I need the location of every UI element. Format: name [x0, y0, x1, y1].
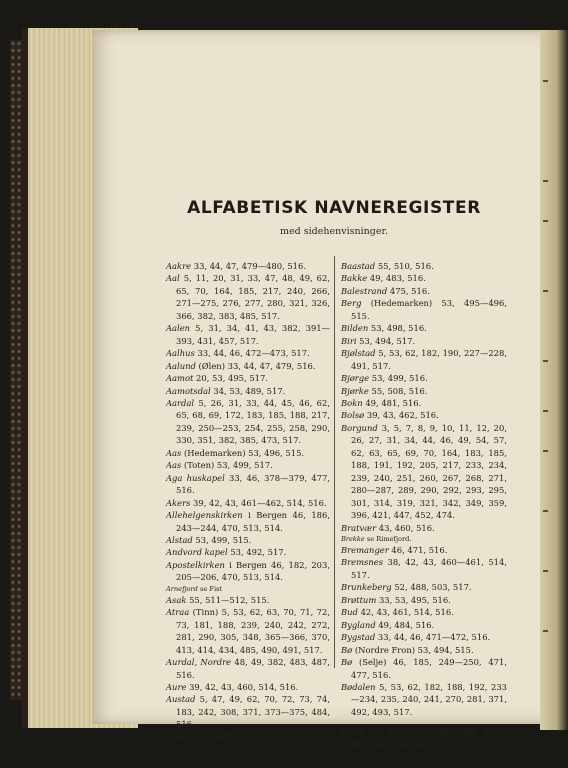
entry-page-refs: 33, 46, 378—379, 477, 516.: [176, 472, 330, 496]
entry-page-refs: se Rimefjord.: [364, 534, 412, 543]
index-entry: [166, 472, 330, 497]
entry-page-refs: 53, 494, 517.: [356, 335, 416, 346]
entry-name: Bygland: [341, 619, 376, 630]
entry-page-refs: 5, 47, 49, 62, 70, 72, 73, 74, 183, 242, 308, 371, 373—375, 484, 516.: [176, 694, 330, 730]
index-entry: [341, 644, 507, 656]
edge-mark: [543, 180, 548, 182]
entry-name: Bolsø: [341, 410, 365, 421]
entry-name: Bjølstad: [341, 348, 376, 359]
entry-page-refs: 39, 42, 43, 461—462, 514, 516.: [190, 497, 327, 508]
page-title: ALFABETISK NAVNEREGISTER: [187, 198, 481, 218]
entry-page-refs: 53, 492, 517.: [227, 547, 287, 558]
index-entry: [166, 546, 330, 558]
index-entry: [341, 397, 507, 409]
entry-page-refs: 48, 49, 382, 483, 487, 516.: [176, 657, 330, 680]
entry-name: Aalund: [166, 360, 196, 371]
index-entry: [166, 347, 330, 359]
entry-name: Bakke: [341, 273, 368, 284]
edge-mark: [543, 360, 548, 362]
index-entry: [341, 372, 507, 384]
index-entry: [341, 631, 507, 643]
entry-name: Bø: [341, 644, 353, 655]
entry-page-refs: 33, 44, 46, 472—473, 517.: [194, 348, 310, 359]
entry-page-refs: 43, 460, 516.: [376, 522, 435, 533]
index-entry: [166, 447, 330, 459]
index-entry: [341, 656, 507, 681]
entry-name: Allehelgenskirken: [166, 510, 243, 521]
entry-name: Bjørge: [341, 373, 370, 384]
entry-name: Aas: [166, 447, 182, 458]
entry-page-refs: 46, 471, 516.: [388, 544, 448, 555]
entry-page-refs: (Hedemarken) 53, 496, 515.: [181, 447, 305, 458]
entry-page-refs: 33, 44, 47, 479—480, 516.: [191, 261, 307, 271]
entry-name: Bratvær: [341, 522, 377, 533]
entry-page-refs: 49, 483, 516.: [367, 273, 426, 284]
entry-name: Aas: [166, 460, 182, 471]
entry-name: Aardal: [166, 397, 195, 408]
entry-page-refs: 38, 42, 43, 460—461, 514, 517.: [351, 557, 507, 580]
entry-page-refs: 20, 53, 495, 517.: [193, 373, 268, 384]
entry-page-refs: 53, 499, 516.: [369, 373, 428, 384]
index-entry: [341, 581, 507, 593]
entry-page-refs: 49, 484, 516.: [375, 619, 435, 630]
entry-name: Aamotsdal: [166, 385, 211, 396]
entry-name: Brunkeberg: [341, 582, 392, 593]
entry-name: Bilden: [341, 323, 369, 334]
index-entry: [166, 360, 330, 372]
entry-page-refs: 55, 510, 516.: [375, 261, 434, 271]
entry-page-refs: (Tinn) 5, 53, 62, 63, 70, 71, 72, 73, 181, 188, 239, 240, 242, 272, 281, 290, 305, 348, 365—366, 370, 413, 414, 434, 485, 490, 491, 517.: [176, 607, 330, 655]
entry-page-refs: 55, 511—512, 515.: [186, 594, 270, 605]
entry-page-refs: 55, 508, 516.: [368, 385, 428, 396]
entry-name: Atraa: [166, 607, 190, 618]
index-entry: [166, 272, 330, 322]
entry-name: Aakre: [166, 261, 192, 271]
index-entry: [341, 534, 507, 544]
index-entry: [341, 335, 507, 347]
edge-mark: [543, 450, 548, 452]
entry-name: Austevold: [166, 731, 199, 740]
entry-name: Bødalen: [341, 681, 376, 692]
index-entry: [166, 385, 330, 397]
entry-name: Bud: [341, 607, 358, 618]
entry-name: Austad: [166, 694, 196, 705]
index-entry: [166, 497, 330, 509]
entry-name: Alstad: [166, 534, 193, 545]
entry-name: Aalen: [166, 323, 191, 334]
index-entry: [166, 372, 330, 384]
index-entry: [166, 584, 330, 594]
column-divider: [334, 256, 335, 668]
entry-page-refs: 5, 53, 62, 182, 188, 192, 233—234, 235, 240, 241, 270, 281, 371, 492, 493, 517.: [351, 681, 507, 717]
entry-name: Bremanger: [341, 544, 389, 555]
entry-page-refs: (Toten) 53, 499, 517.: [181, 460, 273, 471]
entry-name: Asak: [166, 594, 187, 605]
entry-page-refs: 39, 42, 43, 460, 514, 516.: [186, 681, 299, 692]
entry-name: Andvord kapel: [166, 547, 228, 558]
index-column-right: [341, 260, 507, 751]
entry-page-refs: 5, 11, 20, 31, 33, 47, 48, 49, 62, 65, 70, 164, 185, 217, 240, 266, 271—275, 276, 277, 280, 321, 326, 366, 382, 383, 485, 517.: [176, 273, 330, 321]
entry-page-refs: 5, 26, 31, 33, 44, 45, 46, 62, 65, 68, 69, 172, 183, 185, 188, 217, 239, 250—253, 254, 255, 258, 290, 330, 351, 382, 385, 473, 517.: [176, 397, 330, 446]
index-entry: [166, 731, 330, 741]
entry-name: Apostelkirken: [166, 559, 225, 570]
entry-page-refs: 39, 43, 462, 516.: [364, 410, 439, 421]
index-entry: [341, 556, 507, 581]
index-entry: [166, 594, 330, 606]
index-entry: [166, 534, 330, 546]
index-entry: [166, 509, 330, 534]
entry-page-refs: 3, 5, 7, 8, 9, 10, 11, 12, 20, 26, 27, 31, 34, 44, 46, 49, 54, 57, 62, 63, 65, 69, 70, 164, 183, 185, 188, 191, 192, 205, 217, 233, 234, 239, 240, 251, 260, 267, 268, 271, 280—287, 289, 290, 292, 293, 295, 301, 314, 319, 321, 342, 349, 359, 396, 421, 447, 452, 474.: [351, 422, 507, 521]
entry-name: Bø: [341, 657, 353, 668]
entry-name: Arnefjord: [166, 584, 198, 593]
index-entry: [341, 285, 507, 297]
edge-mark: [543, 510, 548, 512]
entry-page-refs: 5, 31, 34, 41, 43, 382, 391—393, 431, 457, 517.: [176, 323, 330, 346]
entry-name: Aurdal, Nordre: [166, 657, 232, 668]
entry-page-refs: 34, 53, 489, 517.: [210, 385, 286, 396]
edge-mark: [543, 410, 548, 412]
entry-page-refs: 475, 516.: [387, 285, 430, 296]
edge-mark: [543, 630, 548, 632]
page-edge-marks: [543, 30, 549, 670]
entry-name: Bremsnes: [341, 557, 384, 568]
entry-page-refs: 49, 481, 516.: [362, 397, 422, 408]
index-entry: [341, 272, 507, 284]
entry-page-refs: 53, 499, 515.: [192, 534, 252, 545]
index-entry: [166, 559, 330, 584]
index-entry: [341, 385, 507, 397]
entry-name: Aure: [166, 681, 187, 692]
entry-name: Balestrand: [341, 285, 388, 296]
entry-name: Aga huskapel: [166, 472, 225, 483]
entry-page-refs: (Nordre Fron) 53, 494, 515.: [352, 644, 474, 655]
entry-page-refs: se Sandtorr.: [198, 731, 242, 740]
entry-name: Dal: [341, 727, 356, 738]
index-entry: [341, 297, 507, 322]
entry-name: Baastad: [341, 261, 376, 271]
index-entry: [341, 260, 507, 272]
index-entry: [166, 693, 330, 730]
entry-name: Bygstad: [341, 632, 376, 643]
edge-mark: [543, 80, 548, 82]
page-subtitle: med sidehenvisninger.: [280, 226, 388, 237]
entry-page-refs: (Selje) 46, 185, 249—250, 471, 477, 516.: [351, 657, 507, 680]
index-entry: [166, 459, 330, 471]
edge-mark: [543, 220, 548, 222]
index-entry: [341, 322, 507, 334]
index-entry: [341, 522, 507, 534]
entry-page-refs: 52, 488, 503, 517.: [391, 582, 472, 593]
entry-page-refs: 33, 44, 46, 471—472, 516.: [375, 632, 491, 643]
index-column-left: [166, 260, 330, 741]
index-entry: [341, 726, 507, 751]
entry-name: Aalhus: [166, 348, 195, 359]
entry-name: Akers: [166, 497, 191, 508]
index-entry: [166, 260, 330, 272]
index-entry: [341, 606, 507, 618]
index-entry: [341, 619, 507, 631]
entry-page-refs: 5, 53, 62, 70, 72, 366, 389, 413—414, 490, 491, 517.: [351, 727, 507, 750]
index-entry: [166, 322, 330, 347]
entry-name: Bjørke: [341, 385, 369, 396]
entry-page-refs: i Bergen 46, 186, 243—244, 470, 513, 514.: [176, 510, 330, 533]
index-entry: [166, 606, 330, 656]
index-entry: [166, 681, 330, 693]
index-entry: [341, 544, 507, 556]
index-entry: [341, 422, 507, 522]
index-entry: [341, 681, 507, 718]
index-entry: [341, 594, 507, 606]
entry-name: Borgund: [341, 422, 378, 433]
entry-name: Aal: [166, 273, 180, 284]
entry-name: Bokn: [341, 397, 363, 408]
entry-name: Brøttum: [341, 594, 377, 605]
index-entry: [341, 347, 507, 372]
entry-page-refs: 53, 498, 516.: [368, 323, 427, 334]
entry-page-refs: (Ølen) 33, 44, 47, 479, 516.: [195, 360, 316, 371]
entry-name: Biri: [341, 335, 357, 346]
edge-mark: [543, 290, 548, 292]
entry-page-refs: se Fist: [197, 584, 223, 593]
entry-page-refs: i Bergen 46, 182, 203, 205—206, 470, 513, 514.: [176, 559, 330, 583]
entry-page-refs: 33, 53, 495, 516.: [376, 594, 451, 605]
index-entry: [341, 409, 507, 421]
entry-page-refs: 42, 43, 461, 514, 516.: [357, 607, 454, 618]
entry-page-refs: 5, 53, 62, 182, 190, 227—228, 491, 517.: [351, 348, 507, 371]
edge-mark: [543, 570, 548, 572]
index-entry: [166, 397, 330, 447]
entry-name: Berg: [341, 298, 362, 309]
entry-page-refs: (Hedemarken) 53, 495—496, 515.: [351, 298, 507, 321]
index-entry: [166, 656, 330, 681]
entry-name: Brekke: [341, 534, 365, 543]
entry-name: Aamot: [166, 373, 194, 384]
